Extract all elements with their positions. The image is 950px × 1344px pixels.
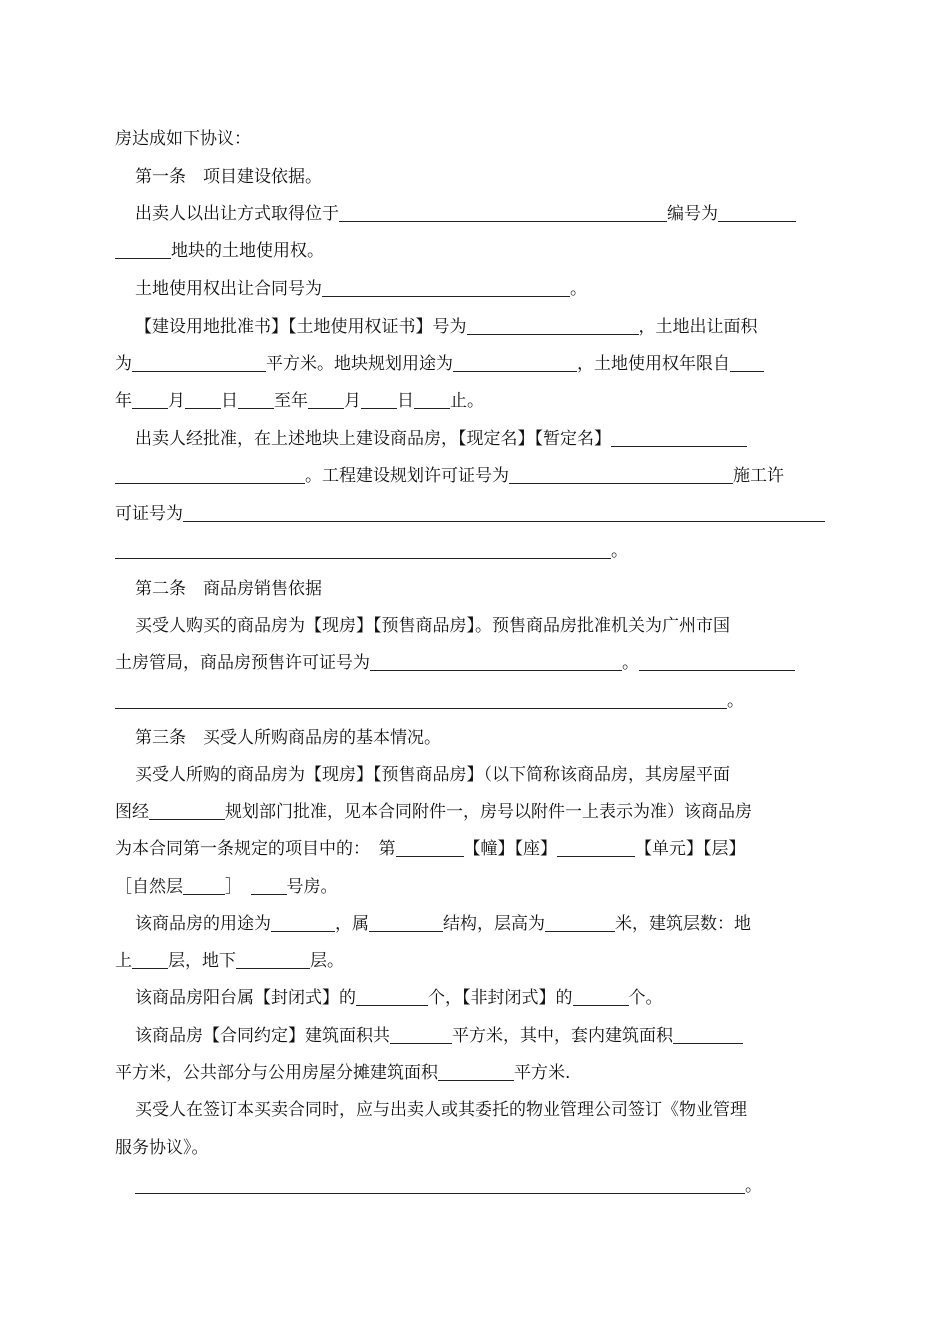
line-text: 月 bbox=[344, 391, 361, 411]
fill-in-blank[interactable] bbox=[557, 839, 635, 857]
paragraph-line bbox=[115, 540, 628, 562]
line-text: 【建设用地批准书】【土地使用权证书】号为 bbox=[135, 317, 467, 337]
fill-in-blank[interactable] bbox=[356, 988, 428, 1006]
fill-in-blank[interactable] bbox=[132, 951, 168, 969]
paragraph-line bbox=[115, 1137, 209, 1159]
paragraph-line bbox=[115, 690, 744, 712]
line-text: 该商品房【合同约定】建筑面积共 bbox=[135, 1026, 390, 1046]
line-text: 号房。 bbox=[286, 877, 338, 897]
fill-in-blank[interactable] bbox=[115, 541, 611, 559]
fill-in-blank[interactable] bbox=[573, 988, 629, 1006]
fill-in-blank[interactable] bbox=[369, 914, 443, 932]
line-text: 个，【非封闭式】的 bbox=[428, 988, 573, 1008]
paragraph-line bbox=[135, 615, 730, 637]
line-text: 日 bbox=[397, 391, 414, 411]
paragraph-line bbox=[135, 578, 322, 600]
line-text: 。 bbox=[745, 1176, 762, 1196]
line-text: 施工许 bbox=[733, 466, 784, 486]
fill-in-blank[interactable] bbox=[149, 802, 225, 820]
paragraph-line bbox=[135, 764, 730, 786]
paragraph-line bbox=[135, 1099, 747, 1121]
paragraph-line bbox=[135, 278, 587, 300]
fill-in-blank[interactable] bbox=[396, 839, 464, 857]
line-text: 止。 bbox=[450, 391, 484, 411]
fill-in-blank[interactable] bbox=[611, 429, 747, 447]
line-text: ，属 bbox=[335, 914, 369, 934]
fill-in-blank[interactable] bbox=[453, 354, 577, 372]
line-text: 。 bbox=[727, 691, 744, 711]
line-text: 结构，层高为 bbox=[443, 914, 545, 934]
paragraph-line bbox=[115, 465, 784, 487]
line-text: 出卖人经批准，在上述地块上建设商品房，【现定名】【暂定名】 bbox=[135, 429, 611, 449]
paragraph-line bbox=[135, 203, 796, 225]
fill-in-blank[interactable] bbox=[370, 653, 622, 671]
fill-in-blank[interactable] bbox=[115, 241, 171, 259]
fill-in-blank[interactable] bbox=[414, 391, 450, 409]
line-text: 平方米，其中，套内建筑面积 bbox=[452, 1026, 673, 1046]
line-text: 可证号为 bbox=[115, 504, 183, 524]
line-text: ［自然层 bbox=[115, 877, 183, 897]
line-text: 编号为 bbox=[667, 204, 718, 224]
line-text: 土房管局，商品房预售许可证号为 bbox=[115, 653, 370, 673]
fill-in-blank[interactable] bbox=[251, 877, 287, 895]
line-text: 平方米. bbox=[514, 1063, 571, 1083]
line-text: 上 bbox=[115, 951, 132, 971]
paragraph-line bbox=[115, 390, 484, 412]
line-text: 土地使用权出让合同号为 bbox=[135, 279, 322, 299]
line-text: 个。 bbox=[628, 988, 663, 1008]
paragraph-line bbox=[115, 353, 764, 375]
line-text: 。 bbox=[611, 541, 628, 561]
paragraph-line bbox=[115, 950, 344, 972]
paragraph-line bbox=[115, 128, 251, 150]
line-text: 。工程建设规划许可证号为 bbox=[305, 466, 509, 486]
line-text: 层，地下 bbox=[168, 951, 236, 971]
paragraph-line bbox=[115, 652, 795, 674]
line-text: 。 bbox=[622, 653, 639, 673]
fill-in-blank[interactable] bbox=[438, 1063, 514, 1081]
fill-in-blank[interactable] bbox=[132, 391, 168, 409]
line-text: 层。 bbox=[310, 951, 344, 971]
paragraph-line bbox=[115, 240, 324, 262]
fill-in-blank[interactable] bbox=[322, 279, 570, 297]
fill-in-blank[interactable] bbox=[639, 653, 795, 671]
line-text: 。 bbox=[570, 279, 587, 299]
line-text: 第二条 商品房销售依据 bbox=[135, 579, 322, 599]
fill-in-blank[interactable] bbox=[673, 1026, 743, 1044]
line-text: 第一条 项目建设依据。 bbox=[135, 167, 322, 187]
line-text: 【单元】【层】 bbox=[635, 839, 746, 859]
fill-in-blank[interactable] bbox=[271, 914, 335, 932]
line-text: 房达成如下协议： bbox=[115, 129, 251, 149]
fill-in-blank[interactable] bbox=[361, 391, 397, 409]
fill-in-blank[interactable] bbox=[115, 691, 727, 709]
fill-in-blank[interactable] bbox=[730, 354, 764, 372]
line-text: 买受人所购的商品房为【现房】【预售商品房】（以下简称该商品房，其房屋平面 bbox=[135, 765, 730, 785]
line-text: 年 bbox=[115, 391, 132, 411]
paragraph-line bbox=[135, 316, 758, 338]
paragraph-line bbox=[135, 428, 747, 450]
fill-in-blank[interactable] bbox=[236, 951, 310, 969]
paragraph-line bbox=[135, 913, 751, 935]
line-text: ，土地出让面积 bbox=[638, 317, 758, 337]
line-text: 平方米。地块规划用途为 bbox=[266, 354, 453, 374]
paragraph-line bbox=[135, 1025, 743, 1047]
line-text: 米，建筑层数：地 bbox=[615, 914, 751, 934]
fill-in-blank[interactable] bbox=[183, 504, 825, 522]
paragraph-line bbox=[115, 876, 338, 898]
line-text: 该商品房的用途为 bbox=[135, 914, 271, 934]
line-text: 至年 bbox=[274, 391, 308, 411]
paragraph-line bbox=[135, 727, 441, 749]
line-text: 地块的土地使用权。 bbox=[171, 241, 324, 261]
fill-in-blank[interactable] bbox=[238, 391, 274, 409]
line-text: 为 bbox=[115, 354, 132, 374]
line-text: 买受人购买的商品房为【现房】【预售商品房】。预售商品房批准机关为广州市国 bbox=[135, 616, 730, 636]
paragraph-line bbox=[115, 838, 746, 860]
line-text: 规划部门批准，见本合同附件一，房号以附件一上表示为准）该商品房 bbox=[225, 802, 752, 822]
paragraph-line bbox=[115, 801, 752, 823]
fill-in-blank[interactable] bbox=[339, 204, 667, 222]
line-text: 平方米，公共部分与公用房屋分摊建筑面积 bbox=[115, 1063, 438, 1083]
fill-in-blank[interactable] bbox=[509, 466, 733, 484]
fill-in-blank[interactable] bbox=[183, 877, 225, 895]
paragraph-line bbox=[135, 1175, 762, 1197]
line-text: 日 bbox=[221, 391, 238, 411]
fill-in-blank[interactable] bbox=[467, 317, 639, 335]
line-text: 该商品房阳台属【封闭式】的 bbox=[135, 988, 356, 1008]
line-text: 图经 bbox=[115, 802, 149, 822]
line-text: 为本合同第一条规定的项目中的： 第 bbox=[115, 839, 396, 859]
fill-in-blank[interactable] bbox=[185, 391, 221, 409]
paragraph-line bbox=[135, 987, 663, 1009]
fill-in-blank[interactable] bbox=[545, 914, 615, 932]
line-text: ］ bbox=[225, 877, 251, 897]
fill-in-blank[interactable] bbox=[308, 391, 344, 409]
fill-in-blank[interactable] bbox=[718, 204, 796, 222]
fill-in-blank[interactable] bbox=[115, 466, 305, 484]
paragraph-line bbox=[135, 166, 322, 188]
line-text: 【幢】【座】 bbox=[463, 839, 557, 859]
line-text: 买受人在签订本买卖合同时，应与出卖人或其委托的物业管理公司签订《物业管理 bbox=[135, 1100, 747, 1120]
line-text: 服务协议》。 bbox=[115, 1138, 209, 1158]
line-text: 第三条 买受人所购商品房的基本情况。 bbox=[135, 728, 441, 748]
paragraph-line bbox=[115, 503, 825, 525]
line-text: 月 bbox=[168, 391, 185, 411]
line-text: ，土地使用权年限自 bbox=[577, 354, 730, 374]
paragraph-line bbox=[115, 1062, 570, 1084]
line-text: 出卖人以出让方式取得位于 bbox=[135, 204, 339, 224]
fill-in-blank[interactable] bbox=[132, 354, 266, 372]
fill-in-blank[interactable] bbox=[390, 1026, 452, 1044]
fill-in-blank[interactable] bbox=[135, 1176, 745, 1194]
